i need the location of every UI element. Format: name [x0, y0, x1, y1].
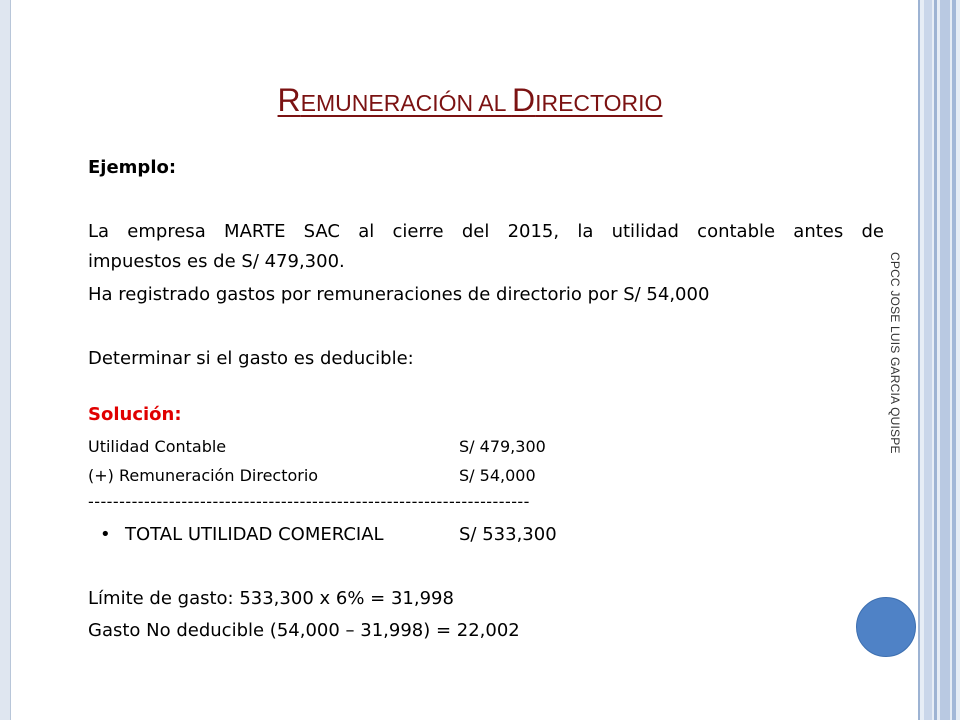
- nondeductible-line: Gasto No deducible (54,000 – 31,998) = 22,002: [88, 620, 520, 641]
- total-label: TOTAL UTILIDAD COMERCIAL: [125, 524, 384, 545]
- title-cap: D: [511, 82, 536, 118]
- frame-stripe: [940, 0, 950, 720]
- title-smallcaps: IRECTORIO: [535, 90, 663, 116]
- frame-stripe: [952, 0, 956, 720]
- title-cap: R: [277, 82, 301, 118]
- question-text: Determinar si el gasto es deducible:: [88, 348, 414, 369]
- calc-row: [88, 437, 788, 456]
- paragraph-line: Ha registrado gastos por remuneraciones de directorio por S/ 54,000: [88, 284, 710, 305]
- title-smallcaps: EMUNERACIÓN AL: [300, 90, 512, 116]
- slide-title: [0, 82, 940, 119]
- solution-label: Solución:: [88, 404, 182, 425]
- calc-row-value: S/ 54,000: [459, 466, 536, 485]
- author-vertical-text: CPCC JOSE LUIS GARCIA QUISPE: [888, 252, 902, 454]
- calc-row-value: S/ 479,300: [459, 437, 546, 456]
- decorative-circle: [856, 597, 916, 657]
- limit-line: Límite de gasto: 533,300 x 6% = 31,998: [88, 588, 454, 609]
- bullet-icon: •: [100, 524, 111, 545]
- divider-dashes: -----------------------------------------------------------------------: [88, 492, 530, 511]
- calc-row-label: Utilidad Contable: [88, 437, 227, 456]
- calc-row: [88, 466, 788, 485]
- example-label: Ejemplo:: [88, 157, 177, 178]
- total-value: S/ 533,300: [459, 524, 557, 545]
- paragraph-line: impuestos es de S/ 479,300.: [88, 251, 345, 272]
- paragraph-line: La empresa MARTE SAC al cierre del 2015, la utilidad contable antes de: [88, 221, 884, 242]
- calc-row-label: (+) Remuneración Directorio: [88, 466, 319, 485]
